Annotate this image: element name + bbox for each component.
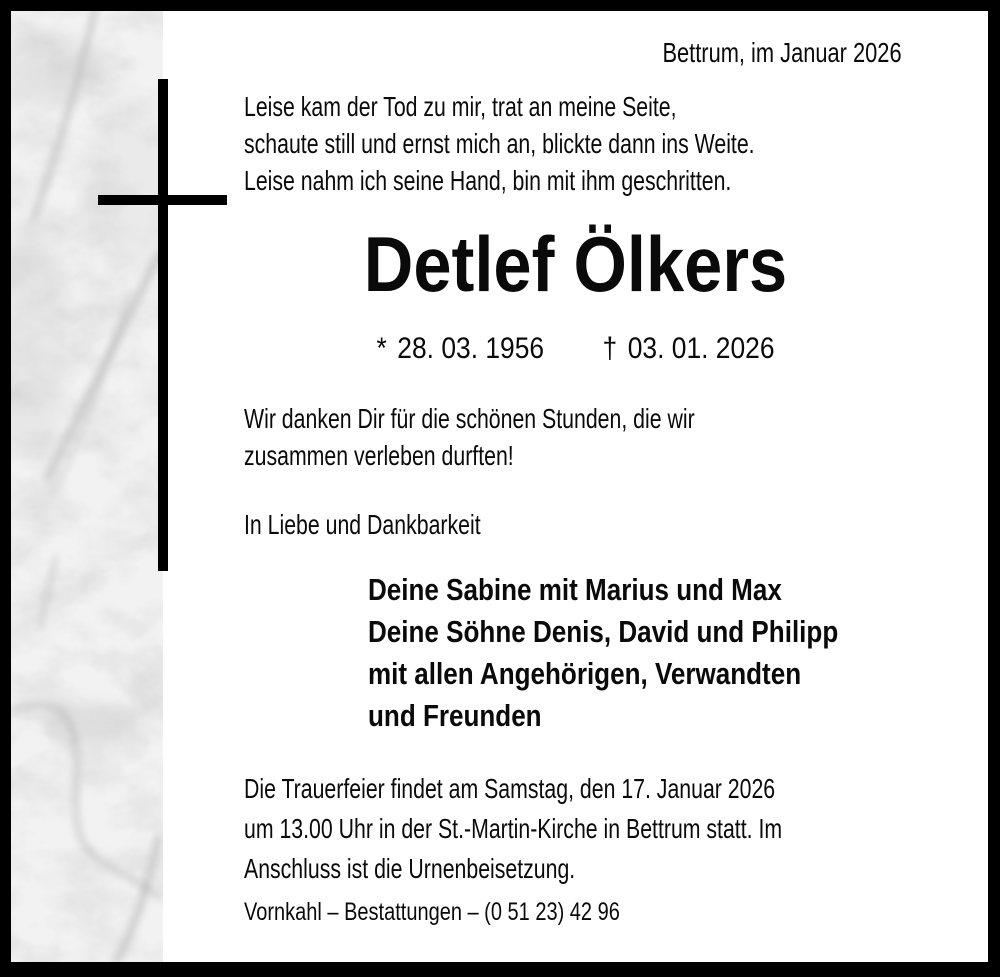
- death-date-group: [602, 332, 774, 365]
- marble-texture: [11, 11, 163, 962]
- cross-vertical-bar: [158, 79, 168, 571]
- death-symbol: †: [602, 332, 618, 365]
- mourners-list: [368, 569, 838, 737]
- funeral-detail-line: Anschluss ist die Urnenbeisetzung.: [244, 853, 576, 884]
- mourner-line: und Freunden: [368, 698, 542, 733]
- funeral-details: [244, 769, 782, 889]
- deceased-name: Detlef Ölkers: [363, 220, 788, 308]
- mourner-line: Deine Sabine mit Marius und Max: [368, 572, 782, 607]
- birth-symbol: *: [376, 332, 387, 365]
- funeral-detail-line: um 13.00 Uhr in der St.-Martin-Kirche in Bettrum statt. Im: [244, 813, 783, 844]
- birth-date-group: [376, 332, 544, 365]
- thanks-line: zusammen verleben durften!: [244, 440, 514, 471]
- life-dates: [213, 330, 939, 368]
- birth-date: 28. 03. 1956: [397, 332, 545, 365]
- closing-line: In Liebe und Dankbarkeit: [244, 509, 481, 540]
- mourner-line: Deine Söhne Denis, David und Philipp: [368, 614, 839, 649]
- funeral-detail-line: Die Trauerfeier findet am Samstag, den 17. Januar 2026: [244, 773, 776, 804]
- death-date: 03. 01. 2026: [627, 332, 775, 365]
- funeral-home-line: Vornkahl – Bestattungen – (0 51 23) 42 96: [244, 898, 620, 926]
- cross-horizontal-bar: [98, 195, 227, 205]
- dateline: Bettrum, im Januar 2026: [662, 37, 902, 68]
- poem-line: Leise nahm ich seine Hand, bin mit ihm geschritten.: [244, 165, 732, 196]
- thanks-line: Wir danken Dir für die schönen Stunden, die wir: [244, 403, 695, 434]
- thanks-text: [244, 400, 695, 474]
- mourner-line: mit allen Angehörigen, Verwandten: [368, 656, 802, 691]
- poem: [244, 88, 755, 199]
- poem-line: schaute still und ernst mich an, blickte dann ins Weite.: [244, 128, 755, 159]
- poem-line: Leise kam der Tod zu mir, trat an meine Seite,: [244, 91, 677, 122]
